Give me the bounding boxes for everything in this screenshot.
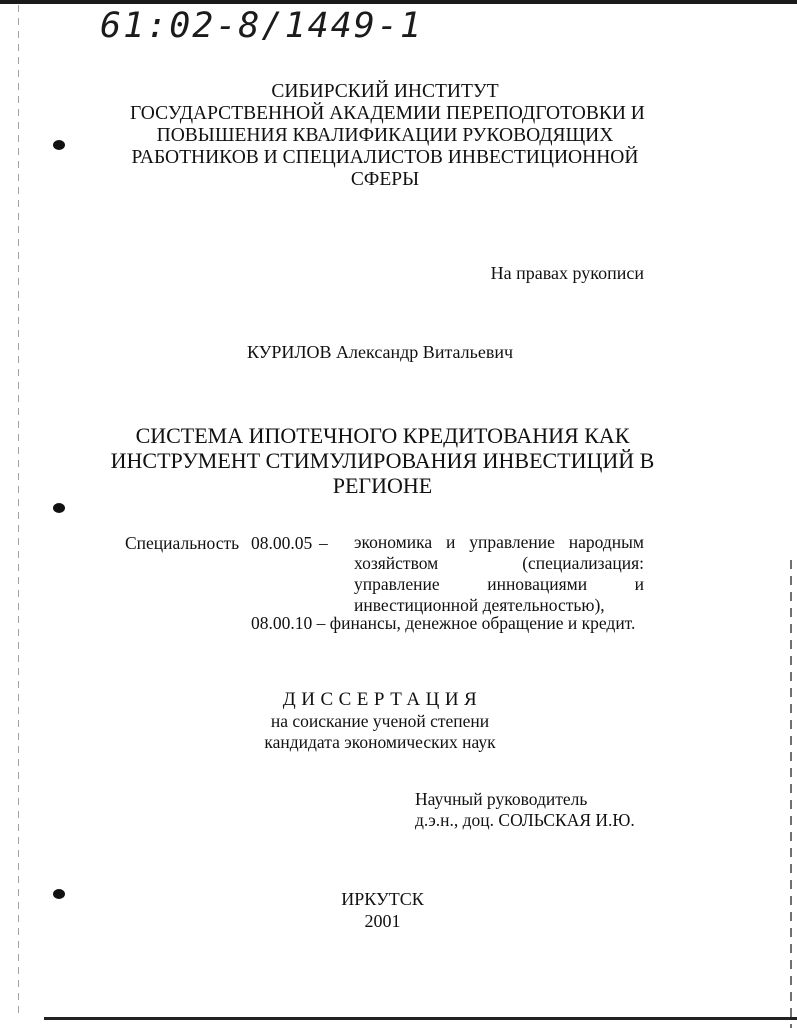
specialty-description-line: хозяйством (специализация: [354, 553, 644, 573]
institution-line: СИБИРСКИЙ ИНСТИТУТ [271, 81, 499, 102]
archive-registration-number: 61:02-8/1449-1 [100, 6, 424, 46]
scan-bottom-edge [44, 1017, 797, 1020]
supervisor-name: д.э.н., доц. СОЛЬСКАЯ И.Ю. [415, 810, 635, 830]
supervisor-block [415, 789, 655, 831]
specialty-description-line: экономика и управление народным [354, 532, 644, 552]
specialty-description-line: инвестиционной деятельностью), [354, 595, 605, 615]
supervisor-role: Научный руководитель [415, 789, 588, 809]
institution-line: ПОВЫШЕНИЯ КВАЛИФИКАЦИИ РУКОВОДЯЩИХ [156, 125, 614, 146]
specialty-code: 08.00.05 [251, 533, 313, 553]
title-line: РЕГИОНЕ [332, 473, 433, 498]
specialty-dash: – [319, 533, 328, 553]
institution-line: РАБОТНИКОВ И СПЕЦИАЛИСТОВ ИНВЕСТИЦИОННОЙ [131, 147, 639, 168]
title-line: ИНСТРУМЕНТ СТИМУЛИРОВАНИЯ ИНВЕСТИЦИЙ В [110, 448, 655, 473]
dissertation-heading: ДИССЕРТАЦИЯ [282, 689, 483, 710]
institution-line: СФЕРЫ [350, 169, 420, 190]
specialty-second: 08.00.10 – финансы, денежное обращение и кредит. [251, 613, 636, 633]
manuscript-rights-note: На правах рукописи [490, 263, 644, 283]
title-line: СИСТЕМА ИПОТЕЧНОГО КРЕДИТОВАНИЯ КАК [135, 423, 630, 448]
city-year-block [320, 888, 445, 932]
degree-description [230, 711, 530, 753]
binding-hole-mark [53, 889, 65, 899]
institution-line: ГОСУДАРСТВЕННОЙ АКАДЕМИИ ПЕРЕПОДГОТОВКИ И [130, 103, 645, 124]
scan-top-edge [0, 0, 797, 4]
degree-line: кандидата экономических наук [264, 732, 496, 752]
scan-right-edge [790, 560, 792, 1028]
institution-name [130, 81, 645, 191]
dissertation-title [110, 423, 655, 498]
binding-hole-mark [53, 503, 65, 513]
specialty-description-line: управление инновациями и [354, 574, 644, 594]
specialty-label: Специальность [125, 533, 240, 553]
city: ИРКУТСК [341, 889, 424, 909]
year: 2001 [364, 911, 401, 931]
author-name: КУРИЛОВ Александр Витальевич [246, 342, 514, 362]
scan-left-edge [18, 5, 19, 1015]
degree-line: на соискание ученой степени [270, 711, 490, 731]
binding-hole-mark [53, 140, 65, 150]
